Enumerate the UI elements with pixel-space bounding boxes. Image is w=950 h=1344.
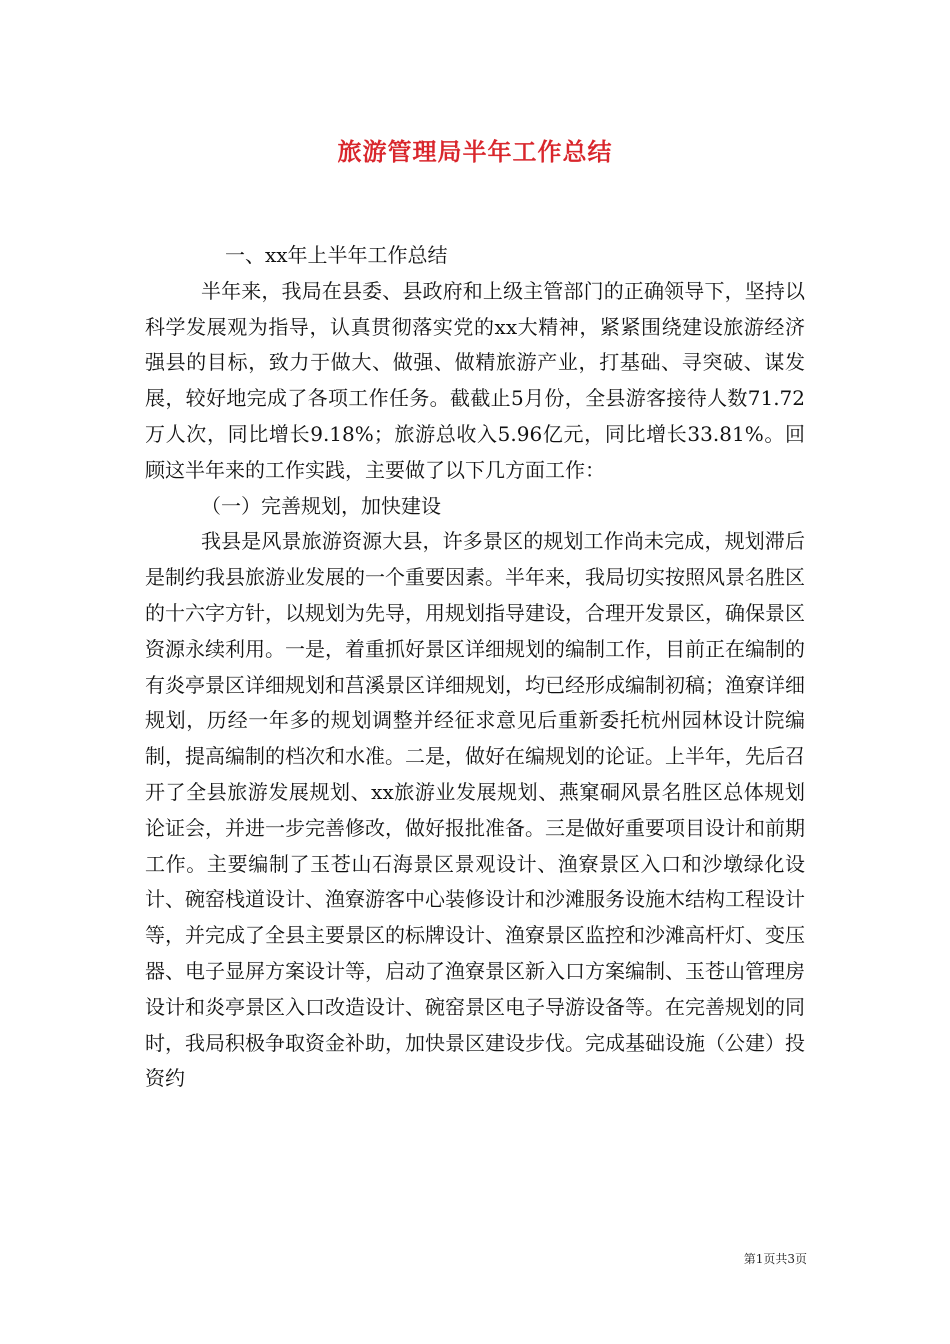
document-title: 旅游管理局半年工作总结 <box>337 137 613 166</box>
page-number: 第1页共3页 <box>743 1252 807 1266</box>
paragraph: 我县是风景旅游资源大县，许多景区的规划工作尚未完成，规划滞后是制约我县旅游业发展的一个重要因素。半年来，我局切实按照风景名胜区的十六字方针，以规划为先导，用规划指导建设，合理开发景区，确保景区资源永续利用。一是，着重抓好景区详细规划的编制工作，目前正在编制的有炎亭景区详细规划和莒溪景区详细规划，均已经形成编制初稿；渔寮详细规划，历经一年多的规划调整并经征求意见后重新委托杭州园林设计院编制，提高编制的档次和水准。二是，做好在编规划的论证。上半年，先后召开了全县旅游发展规划、xx旅游业发展规划、燕窠硐风景名胜区总体规划论证会，并进一步完善修改，做好报批准备。三是做好重要项目设计和前期工作。主要编制了玉苍山石海景区景观设计、渔寮景区入口和沙墩绿化设计、碗窑栈道设计、渔寮游客中心装修设计和沙滩服务设施木结构工程设计等，并完成了全县主要景区的标牌设计、渔寮景区监控和沙滩高杆灯、变压器、电子显屏方案设计等，启动了渔寮景区新入口方案编制、玉苍山管理房设计和炎亭景区入口改造设计、碗窑景区电子导游设备等。在完善规划的同时，我局积极争取资金补助，加快景区建设步伐。完成基础设施（公建）投资约 <box>145 529 805 1091</box>
subheading: （一）完善规划，加快建设 <box>201 493 441 518</box>
document-body <box>145 238 805 1097</box>
paragraph: 半年来，我局在县委、县政府和上级主管部门的正确领导下，坚持以科学发展观为指导，认真贯彻落实党的xx大精神，紧紧围绕建设旅游经济强县的目标，致力于做大、做强、做精旅游产业，打基础、寻突破、谋发展，较好地完成了各项工作任务。截截止5月份，全县游客接待人数71.72万人次，同比增长9.18%；旅游总收入5.96亿元，同比增长33.81%。回顾这半年来的工作实践，主要做了以下几方面工作： <box>145 278 805 482</box>
section-heading: 一、xx年上半年工作总结 <box>225 243 448 267</box>
